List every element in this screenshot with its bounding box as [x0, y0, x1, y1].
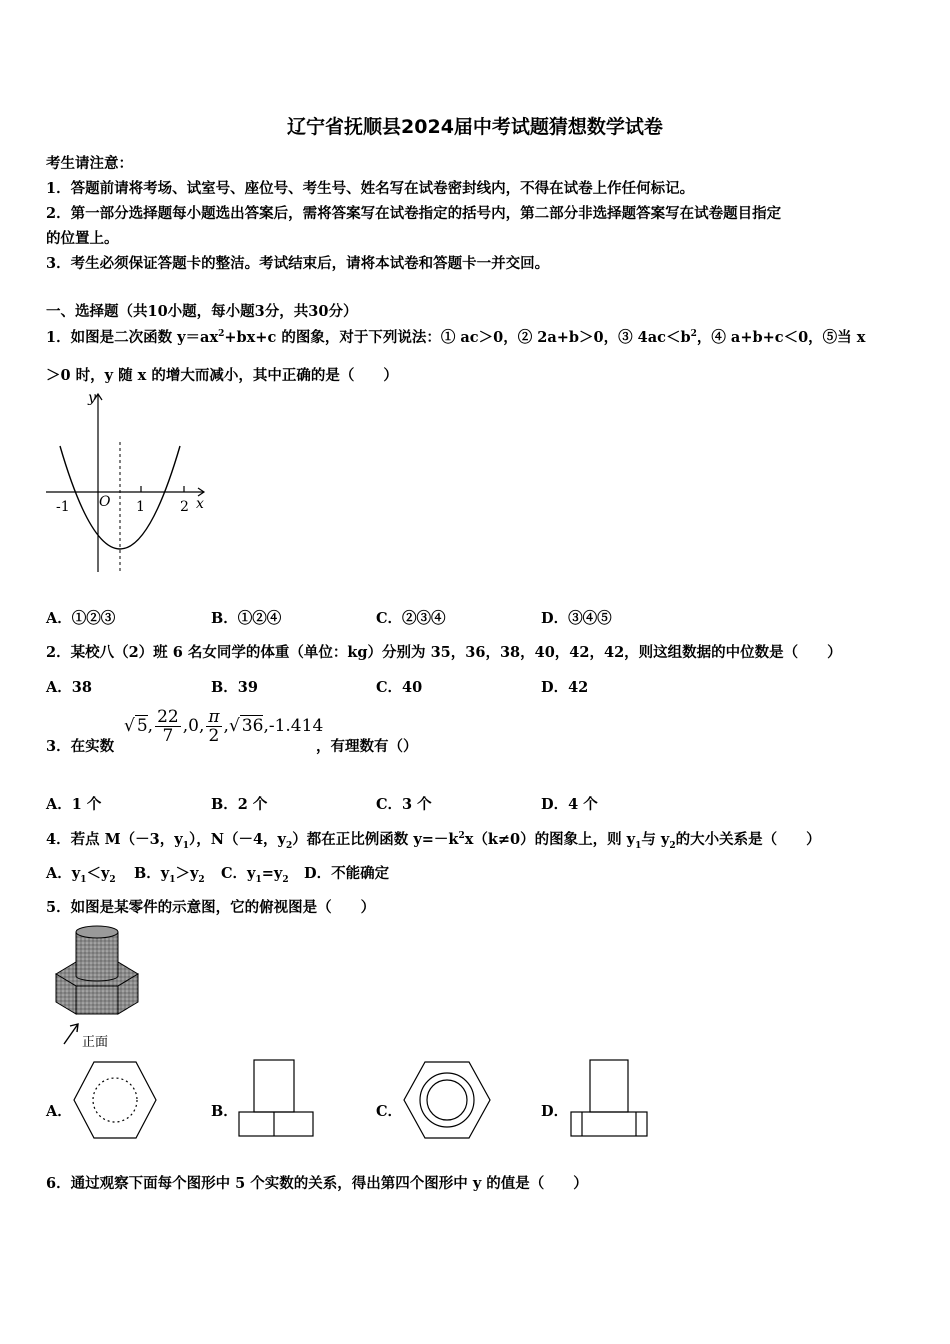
q2-stem: 2．某校八（2）班 6 名女同学的体重（单位：kg）分别为 35，36，38，40，42，42，则这组数据的中位数是（ ） [46, 644, 842, 661]
q1-option-b[interactable]: B．①②④ [211, 610, 282, 627]
q4-option-a[interactable]: A．$y_1<y_2$ [46, 865, 116, 885]
q5-option-d-figure[interactable] [568, 1058, 650, 1140]
front-label: 正面 [82, 1035, 109, 1050]
q5-option-a[interactable]: A． [46, 1103, 72, 1120]
x-label: x [196, 496, 204, 512]
tick-label-1: 1 [136, 499, 145, 515]
q1-option-d[interactable]: D．③④⑤ [541, 610, 612, 627]
q3-option-c[interactable]: C．3 个 [376, 796, 432, 813]
notice-heading: 考生请注意： [46, 155, 133, 172]
q2-option-d[interactable]: D．42 [541, 679, 589, 696]
q4-option-b[interactable]: B．$y_1>y_2$ [134, 865, 205, 885]
q6-stem: 6．通过观察下面每个图形中 5 个实数的关系，得出第四个图形中 y 的值是（ ） [46, 1175, 588, 1192]
q3-option-b[interactable]: B．2 个 [211, 796, 268, 813]
notice-item-1: 1．答题前请将考场、试室号、座位号、考生号、姓名写在试卷密封线内，不得在试卷上作任何标记。 [46, 180, 695, 197]
notice-item-2-cont: 的位置上。 [46, 230, 119, 247]
q5-option-c-figure[interactable] [402, 1060, 492, 1140]
q1-stem-line1: 1．如图是二次函数 $y=ax^2+bx+c$ 的图象，对于下列说法：① ac＞0，② 2a+b＞0，③ $4ac<b^2$，④ a+b+c＜0，⑤当 x [46, 329, 866, 346]
q5-option-a-figure[interactable] [72, 1060, 158, 1140]
q4-option-c[interactable]: C．$y_1=y_2$ [221, 865, 289, 885]
q1-parabola-graph [44, 388, 214, 578]
q4-option-d[interactable]: D．不能确定 [304, 865, 390, 882]
page-title: 辽宁省抚顺县2024届中考试题猜想数学试卷 [287, 116, 663, 138]
origin-label: O [99, 494, 111, 510]
q5-stem: 5．如图是某零件的示意图，它的俯视图是（ ） [46, 899, 376, 916]
section-heading: 一、选择题（共10小题，每小题3分，共30分） [46, 303, 358, 320]
tick-label-neg1: -1 [56, 499, 70, 515]
tick-label-2: 2 [180, 499, 189, 515]
q5-part-3d-figure [46, 922, 150, 1050]
q1-option-a[interactable]: A．①②③ [46, 610, 116, 627]
q3-option-d[interactable]: D．4 个 [541, 796, 598, 813]
q5-option-c[interactable]: C． [376, 1103, 403, 1120]
notice-item-3: 3．考生必须保证答题卡的整洁。考试结束后，请将本试卷和答题卡一并交回。 [46, 255, 550, 272]
q2-option-a[interactable]: A．38 [46, 679, 92, 696]
y-label: y [88, 390, 96, 406]
q5-option-d[interactable]: D． [541, 1103, 569, 1120]
q1-option-c[interactable]: C．②③④ [376, 610, 446, 627]
q2-option-b[interactable]: B．39 [211, 679, 258, 696]
q3-number-list: √ 5, $\frac{22}{7}$ ,0, $\frac{\pi}{2}$ ,√ 36,-1.414 [124, 707, 324, 746]
q2-option-c[interactable]: C．40 [376, 679, 423, 696]
q3-option-a[interactable]: A．1 个 [46, 796, 102, 813]
q5-option-b[interactable]: B． [211, 1103, 238, 1120]
q3-suffix: ，有理数有（） [316, 738, 418, 755]
q4-stem: 4．若点 M（－3，$y_1$），N（－4，$y_2$）都在正比例函数 $y=-k^2x(k\ne 0)$的图象上，则 $y_1$与 $y_2$的大小关系是（ ） [46, 831, 821, 851]
q5-option-b-figure[interactable] [236, 1058, 316, 1140]
q3-prefix: 3．在实数 [46, 738, 115, 755]
notice-item-2: 2．第一部分选择题每小题选出答案后，需将答案写在试卷指定的括号内，第二部分非选择题答案写在试卷题目指定 [46, 205, 782, 222]
q1-stem-line2: ＞0 时，y 随 x 的增大而减小，其中正确的是（ ） [46, 367, 398, 384]
